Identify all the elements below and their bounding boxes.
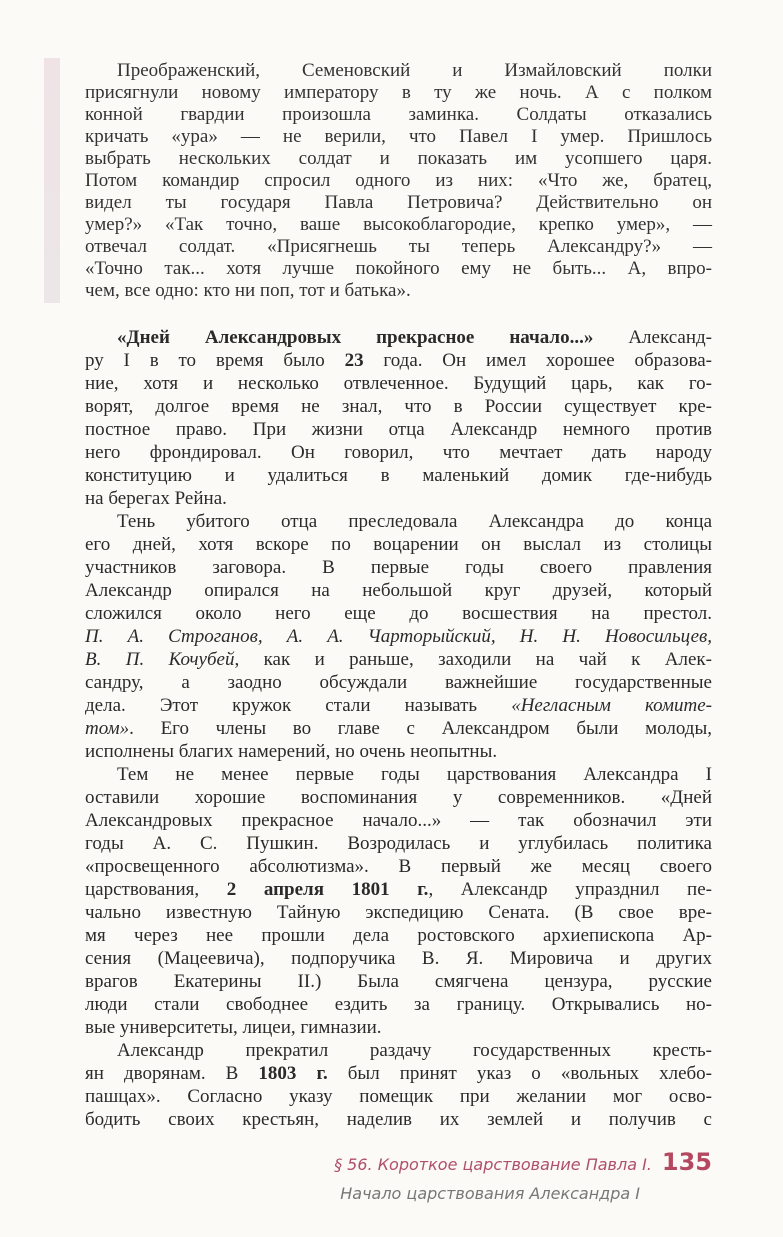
text-segment: сложился около него еще до восшествия на престол. <box>85 603 712 624</box>
text-segment: видел ты государя Павла Петровича? Действительно он <box>85 192 712 213</box>
text-line <box>85 148 712 170</box>
text-segment: Преображенский, Семеновский и Измайловский полки <box>117 60 712 81</box>
text-segment: умер?» «Так точно, ваше высокоблагородие, крепко умер», — <box>85 214 712 235</box>
text-segment: на берегах Рейна. <box>85 488 227 509</box>
text-line <box>85 671 712 694</box>
text-segment: 1803 г. <box>258 1063 328 1084</box>
text-segment: конституцию и удалиться в маленький домик где-нибудь <box>85 465 712 486</box>
text-segment: постное право. При жизни отца Александр немного против <box>85 419 712 440</box>
text-segment: 2 апреля 1801 г. <box>226 879 429 900</box>
text-segment: царствования, <box>85 879 227 900</box>
page-number: 135 <box>661 1148 712 1176</box>
text-segment: , как и раньше, заходили на чай к Алек- <box>234 649 712 670</box>
text-segment: 23 <box>344 350 364 371</box>
text-line <box>85 214 712 236</box>
text-line <box>85 717 712 740</box>
text-segment: П. А. Строганов, А. А. Чарторыйский, Н. Н. Новосильцев, <box>85 626 712 647</box>
sidebar-strip <box>44 58 60 303</box>
text-segment: люди стали свободнее ездить за границу. Открывались но- <box>85 994 712 1015</box>
text-segment: . Его члены во главе с Александром были молоды, <box>129 718 712 739</box>
text-segment: ру I в то время было <box>85 350 345 371</box>
text-line <box>85 280 712 302</box>
text-segment: сения (Мацеевича), подпоручика В. Я. Мировича и других <box>85 948 712 969</box>
text-segment: том» <box>85 718 130 739</box>
text-line <box>85 947 712 970</box>
text-segment: Тем не менее первые годы царствования Александра I <box>117 764 712 785</box>
text-segment: вые университеты, лицеи, гимназии. <box>85 1017 382 1038</box>
text-line <box>85 648 712 671</box>
running-subtitle: Начало царствования Александра I <box>340 1184 640 1203</box>
text-line <box>85 1016 712 1039</box>
text-line <box>85 970 712 993</box>
text-line <box>85 170 712 192</box>
text-line <box>85 372 712 395</box>
text-line <box>85 1039 712 1062</box>
text-line <box>85 326 712 349</box>
section-title: § 56. Короткое царствование Павла I. <box>334 1155 652 1174</box>
text-segment: его дней, хотя вскоре по воцарении он выслал из столицы <box>85 534 712 555</box>
text-segment: ние, хотя и несколько отвлеченное. Будущий царь, как го- <box>85 373 712 394</box>
text-line <box>85 556 712 579</box>
text-line <box>85 126 712 148</box>
text-line <box>85 82 712 104</box>
text-segment: мя через нее прошли дела ростовского архиепископа Ар- <box>85 925 712 946</box>
text-segment: «Дней Александровых прекрасное начало...» <box>117 327 594 348</box>
text-line <box>85 602 712 625</box>
text-segment: «Точно так... хотя лучше покойного ему не быть... А, впро- <box>85 258 712 279</box>
text-segment: присягнули новому императору в ту же ночь. А с полком <box>85 82 712 103</box>
text-segment: Потом командир спросил одного из них: «Что же, братец, <box>85 170 712 191</box>
text-segment: выбрать нескольких солдат и показать им усопшего царя. <box>85 148 712 169</box>
text-segment: сандру, а заодно обсуждали важнейшие государственные <box>85 672 712 693</box>
text-line <box>85 236 712 258</box>
text-line <box>85 510 712 533</box>
main-text <box>85 326 712 1131</box>
text-line <box>85 464 712 487</box>
text-segment: Александ- <box>593 327 712 348</box>
text-line <box>85 258 712 280</box>
text-segment: годы А. С. Пушкин. Возродилась и углубилась политика <box>85 833 712 854</box>
text-segment: «Негласным комите- <box>511 695 713 716</box>
text-segment: бодить своих крестьян, наделив их землей и получив с <box>85 1109 712 1130</box>
text-segment: Тень убитого отца преследовала Александра до конца <box>117 511 712 532</box>
text-line <box>85 60 712 82</box>
text-line <box>85 625 712 648</box>
text-segment: конной гвардии произошла заминка. Солдаты отказались <box>85 104 712 125</box>
text-line <box>85 1062 712 1085</box>
text-line <box>85 579 712 602</box>
text-line <box>85 395 712 418</box>
text-segment: отвечал солдат. «Присягнешь ты теперь Александру?» — <box>85 236 712 257</box>
text-line <box>85 1108 712 1131</box>
text-line <box>85 418 712 441</box>
text-line <box>85 855 712 878</box>
text-segment: него фрондировал. Он говорил, что мечтает дать народу <box>85 442 712 463</box>
text-segment: был принят указ о «вольных хлебо- <box>327 1063 712 1084</box>
text-line <box>85 809 712 832</box>
text-line <box>85 533 712 556</box>
text-segment: исполнены благих намерений, но очень неопытны. <box>85 741 498 762</box>
text-segment: Александр прекратил раздачу государственных кресть- <box>117 1040 712 1061</box>
text-line <box>85 1085 712 1108</box>
text-segment: Александр опирался на небольшой круг друзей, который <box>85 580 712 601</box>
text-segment: , Александр упразднил пе- <box>428 879 712 900</box>
text-line <box>85 104 712 126</box>
text-line <box>85 901 712 924</box>
running-header <box>0 1148 712 1176</box>
text-line <box>85 993 712 1016</box>
text-line <box>85 487 712 510</box>
text-line <box>85 786 712 809</box>
text-segment: «просвещенного абсолютизма». В первый же месяц своего <box>85 856 712 877</box>
text-segment: ян дворянам. В <box>85 1063 259 1084</box>
text-line <box>85 878 712 901</box>
text-segment: года. Он имел хорошее образова- <box>363 350 712 371</box>
text-segment: пашцах». Согласно указу помещик при желании мог осво- <box>85 1086 712 1107</box>
text-line <box>85 924 712 947</box>
text-line <box>85 832 712 855</box>
text-segment: Александровых прекрасное начало...» — так обозначил эти <box>85 810 712 831</box>
text-line <box>85 441 712 464</box>
text-line <box>85 694 712 717</box>
text-segment: врагов Екатерины II.) Была смягчена цензура, русские <box>85 971 712 992</box>
text-segment: чем, все одно: кто ни поп, тот и батька». <box>85 280 411 301</box>
text-segment: участников заговора. В первые годы своего правления <box>85 557 712 578</box>
quote-box <box>85 60 712 302</box>
text-line <box>85 192 712 214</box>
text-segment: оставили хорошие воспоминания у современников. «Дней <box>85 787 712 808</box>
text-segment: кричать «ура» — не верили, что Павел I умер. Пришлось <box>85 126 712 147</box>
text-line <box>85 763 712 786</box>
text-segment: В. П. Кочубей <box>85 649 235 670</box>
text-segment: чально известную Тайную экспедицию Сената. (В свое вре- <box>85 902 712 923</box>
text-line <box>85 740 712 763</box>
text-segment: дела. Этот кружок стали называть <box>85 695 512 716</box>
text-line <box>85 349 712 372</box>
text-segment: ворят, долгое время не знал, что в России существует кре- <box>85 396 712 417</box>
